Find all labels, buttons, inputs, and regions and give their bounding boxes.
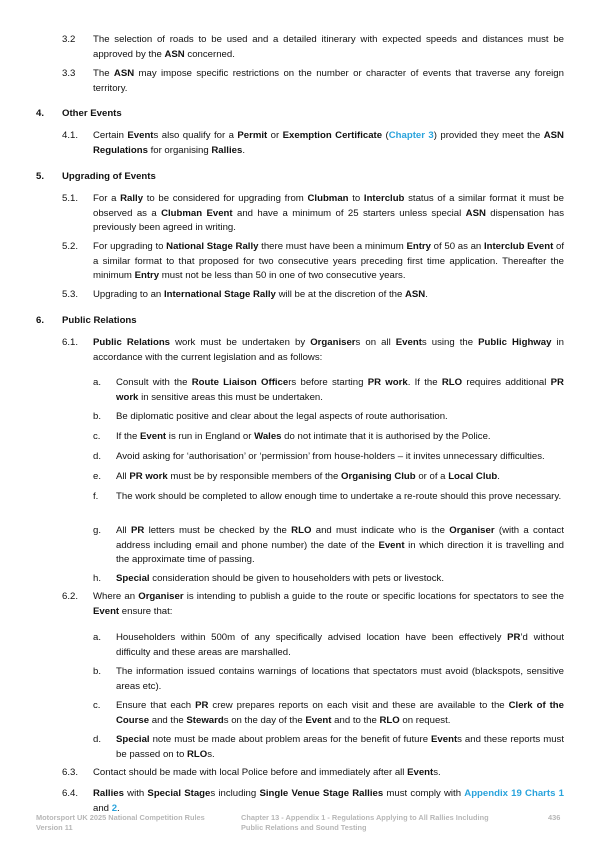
footer-title: Motorsport UK 2025 National Competition Rules [36, 813, 205, 822]
clause-number: 6.3. [62, 767, 79, 778]
list-marker: h. [93, 573, 102, 584]
list-marker: d. [93, 734, 102, 745]
clause-text: Upgrading to an International Stage Rally will be at the discretion of the ASN. [93, 289, 428, 300]
clause-text: Rallies with Special Stages including Single Venue Stage Rallies must comply with Appendix 19 Charts 1 and 2. [93, 788, 564, 814]
clause-text: Certain Events also qualify for a Permit or Exemption Certificate (Chapter 3) provided they meet the ASN Regulations for organising Rallies. [93, 130, 564, 156]
clause-text: Where an Organiser is intending to publish a guide to the route or specific locations for spectators to see the Event ensure that: [93, 591, 564, 617]
clause-text: The ASN may impose specific restrictions on the number or character of events that traverse any foreign territory. [93, 68, 564, 94]
list-item-text: Avoid asking for ‘authorisation’ or ‘permission’ from house-holders – it invites unnecessary difficulties. [116, 451, 545, 462]
list-marker: c. [93, 431, 101, 442]
clause-number: 5.2. [62, 241, 79, 252]
clause-text: The selection of roads to be used and a detailed itinerary with expected speeds and distances must be approved by the ASN concerned. [93, 34, 564, 60]
list-item-text: All PR letters must be checked by the RLO and must indicate who is the Organiser (with a contact address including email and phone number) the date of the Event in which direction it is travelling and the approximate time of passing. [116, 525, 564, 566]
footer-chapter-sub: Public Relations and Sound Testing [241, 823, 367, 832]
list-marker: b. [93, 411, 102, 422]
page-number: 436 [548, 813, 561, 822]
list-marker: e. [93, 471, 102, 482]
footer-left [36, 813, 205, 833]
list-marker: b. [93, 666, 102, 677]
clause-number: 5.1. [62, 193, 79, 204]
list-item-text: Special consideration should be given to householders with pets or livestock. [116, 573, 444, 584]
list-marker: a. [93, 632, 102, 643]
section-heading: Public Relations [62, 315, 137, 326]
list-item-text: All PR work must be by responsible members of the Organising Club or of a Local Club. [116, 471, 500, 482]
section-number: 4. [36, 108, 45, 119]
list-marker: g. [93, 525, 102, 536]
clause-number: 6.1. [62, 337, 79, 348]
clause-number: 4.1. [62, 130, 79, 141]
list-item-text: The work should be completed to allow enough time to undertake a re-route should this prove necessary. [116, 491, 562, 502]
section-heading: Upgrading of Events [62, 171, 156, 182]
footer-version: Version 11 [36, 823, 73, 832]
clause-number: 6.4. [62, 788, 79, 799]
list-marker: d. [93, 451, 102, 462]
list-marker: a. [93, 377, 102, 388]
list-item-text: The information issued contains warnings of locations that spectators must avoid (blackspots, sensitive areas etc). [116, 666, 564, 692]
clause-text: Contact should be made with local Police before and immediately after all Events. [93, 767, 441, 778]
section-heading: Other Events [62, 108, 122, 119]
list-item-text: Ensure that each PR crew prepares reports on each visit and these are available to the Clerk of the Course and the Stewards on the day of the Event and to the RLO on request. [116, 700, 564, 726]
footer-middle [241, 813, 489, 833]
list-item-text: Householders within 500m of any specifically advised location have been effectively PR’d without difficulty and these areas are marshalled. [116, 632, 564, 658]
footer-chapter: Chapter 13 - Appendix 1 - Regulations Applying to All Rallies Including [241, 813, 489, 822]
clause-text: Public Relations work must be undertaken by Organisers on all Events using the Public Highway in accordance with the current legislation and as follows: [93, 337, 564, 363]
list-item-text: Special note must be made about problem areas for the benefit of future Events and these reports must be passed on to RLOs. [116, 734, 564, 760]
clause-number: 5.3. [62, 289, 79, 300]
section-number: 6. [36, 315, 45, 326]
list-item-text: Consult with the Route Liaison Officers before starting PR work. If the RLO requires additional PR work in sensitive areas this must be undertaken. [116, 377, 564, 403]
clause-text: For a Rally to be considered for upgrading from Clubman to Interclub status of a similar format it must be observed as a Clubman Event and have a minimum of 25 starters unless special ASN dispensation has previously been agreed in writing. [93, 193, 565, 234]
clause-text: For upgrading to National Stage Rally there must have been a minimum Entry of 50 as an Interclub Event of a similar format to that proposed for two consecutive years preceding first time application. Thereafter the minimum Entry must not be less than 50 in one of two consecutive years. [93, 241, 564, 282]
list-marker: f. [93, 491, 99, 502]
list-item-text: If the Event is run in England or Wales do not intimate that it is authorised by the Police. [116, 431, 491, 442]
list-item-text: Be diplomatic positive and clear about the legal aspects of route authorisation. [116, 411, 448, 422]
section-number: 5. [36, 171, 45, 182]
clause-number: 3.2 [62, 34, 76, 45]
clause-number: 3.3 [62, 68, 76, 79]
clause-number: 6.2. [62, 591, 79, 602]
list-marker: c. [93, 700, 101, 711]
